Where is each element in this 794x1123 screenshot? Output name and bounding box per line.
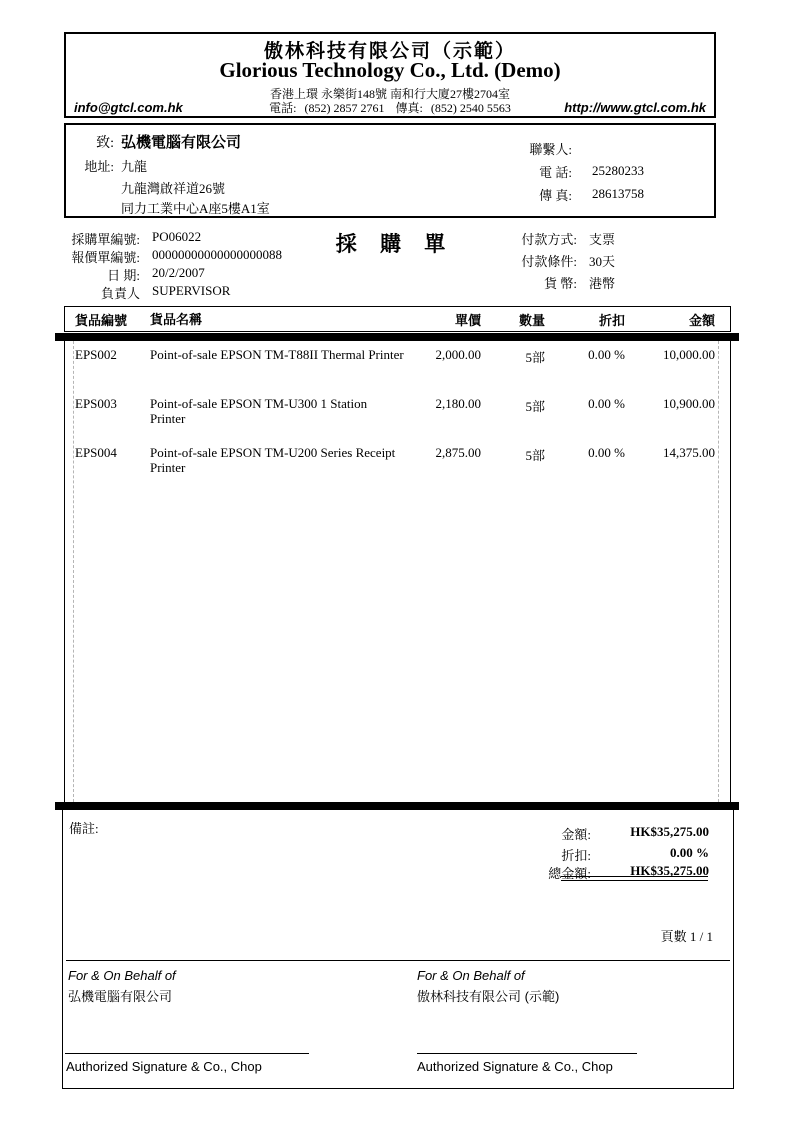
customer-address-line2: 九龍灣啟祥道26號 — [121, 181, 226, 196]
summary-total-value: HK$35,275.00 — [630, 863, 709, 878]
signature-separator-line — [66, 960, 730, 961]
company-fax-label: 傳真: — [395, 101, 423, 115]
col-header-discount: 折扣 — [598, 312, 625, 328]
company-name-en: Glorious Technology Co., Ltd. (Demo) — [219, 58, 561, 82]
for-on-behalf-label: For & On Behalf of — [417, 968, 525, 983]
item-quantity: 5部 — [525, 448, 545, 463]
item-code: EPS002 — [75, 347, 117, 362]
date-label: 日 期: — [107, 268, 140, 283]
payment-method: 支票 — [589, 232, 616, 247]
company-header-box — [64, 32, 716, 118]
table-row — [65, 396, 730, 445]
col-header-item-name: 貨品名稱 — [150, 311, 203, 327]
signature-line-right — [417, 1053, 637, 1054]
customer-address-label: 地址: — [84, 159, 114, 174]
customer-phone: 25280233 — [592, 163, 644, 178]
item-unit-price: 2,180.00 — [435, 396, 481, 411]
item-discount: 0.00 % — [588, 396, 625, 411]
col-header-amount: 金額 — [688, 312, 715, 328]
table-bottom-rule-bar — [55, 802, 739, 810]
item-amount: 10,900.00 — [663, 396, 715, 411]
company-website: http://www.gtcl.com.hk — [564, 100, 706, 115]
payment-terms: 30天 — [589, 254, 616, 269]
table-row — [65, 445, 730, 494]
summary-amount-label: 金額: — [561, 827, 591, 842]
payment-method-label: 付款方式: — [521, 232, 577, 247]
item-name: Point-of-sale EPSON TM-U300 1 Station Printer — [150, 396, 368, 426]
company-phone: (852) 2857 2761 — [304, 101, 385, 115]
item-unit-price: 2,000.00 — [435, 347, 481, 362]
item-name: Point-of-sale EPSON TM-U200 Series Receipt Printer — [150, 445, 396, 475]
table-row — [65, 347, 730, 396]
item-amount: 10,000.00 — [663, 347, 715, 362]
company-address: 香港上環 永樂街148號 南和行大廈27樓2704室 — [269, 87, 510, 101]
signature-block-right — [417, 968, 559, 1005]
quote-number-label: 報價單編號: — [71, 250, 140, 265]
summary-total-label: 總金額: — [548, 866, 591, 881]
customer-box — [64, 123, 716, 218]
officer-name: SUPERVISOR — [152, 283, 231, 298]
customer-name: 弘機電腦有限公司 — [121, 135, 242, 151]
customer-fax-label: 傳 真: — [539, 188, 572, 203]
signature-caption-right: Authorized Signature & Co., Chop — [417, 1059, 613, 1074]
currency-label: 貨 幣: — [544, 276, 577, 291]
item-unit-price: 2,875.00 — [435, 445, 481, 460]
item-quantity: 5部 — [525, 399, 545, 414]
company-phone-label: 電話: — [269, 101, 297, 115]
customer-address-line1: 九龍 — [121, 159, 148, 174]
company-email: info@gtcl.com.hk — [74, 100, 183, 115]
contact-label: 聯繫人: — [529, 142, 572, 157]
customer-fax: 28613758 — [592, 186, 644, 201]
remarks-label: 備註: — [69, 821, 99, 836]
summary-amount-value: HK$35,275.00 — [630, 824, 709, 839]
summary-box — [62, 810, 734, 1089]
po-number-label: 採購單編號: — [71, 232, 140, 247]
company-fax: (852) 2540 5563 — [430, 101, 511, 115]
for-on-behalf-label: For & On Behalf of — [68, 968, 176, 983]
items-table-body — [64, 341, 731, 802]
item-name: Point-of-sale EPSON TM-T88II Thermal Printer — [150, 347, 404, 362]
summary-discount-value: 0.00 % — [670, 845, 709, 860]
order-date: 20/2/2007 — [152, 265, 205, 280]
table-top-rule-bar — [55, 333, 739, 341]
signature-line-left — [65, 1053, 309, 1054]
summary-discount-label: 折扣: — [561, 848, 591, 863]
signature-block-left — [68, 968, 176, 1005]
item-code: EPS004 — [75, 445, 117, 460]
items-table-header — [64, 306, 731, 332]
officer-label: 負責人 — [100, 286, 140, 301]
quote-number: 00000000000000000088 — [152, 247, 282, 262]
page-number: 頁數 1 / 1 — [660, 929, 713, 944]
company-name-zh: 傲林科技有限公司（示範） — [263, 41, 516, 62]
signature-company: 弘機電腦有限公司 — [68, 989, 173, 1004]
signature-company: 傲林科技有限公司 (示範) — [417, 989, 560, 1004]
currency: 港幣 — [589, 276, 616, 291]
col-header-item-code: 貨品編號 — [75, 312, 128, 328]
to-label: 致: — [96, 136, 114, 151]
customer-address-line3: 同力工業中心A座5樓A1室 — [121, 201, 270, 216]
po-number: PO06022 — [152, 229, 202, 244]
table-right-dashed-line — [718, 341, 719, 802]
item-code: EPS003 — [75, 396, 117, 411]
col-header-quantity: 數量 — [518, 312, 545, 328]
document-title: 採 購 單 — [335, 232, 455, 256]
summary-discount-row — [409, 845, 709, 864]
item-discount: 0.00 % — [588, 445, 625, 460]
item-discount: 0.00 % — [588, 347, 625, 362]
signature-caption-left: Authorized Signature & Co., Chop — [66, 1059, 262, 1074]
table-left-dashed-line — [73, 341, 74, 802]
summary-amount-row — [409, 824, 709, 843]
col-header-unit-price: 單價 — [454, 312, 481, 328]
total-double-rule — [561, 876, 708, 881]
payment-terms-label: 付款條件: — [521, 254, 577, 269]
customer-phone-label: 電 話: — [539, 165, 572, 180]
item-quantity: 5部 — [525, 350, 545, 365]
item-amount: 14,375.00 — [663, 445, 715, 460]
